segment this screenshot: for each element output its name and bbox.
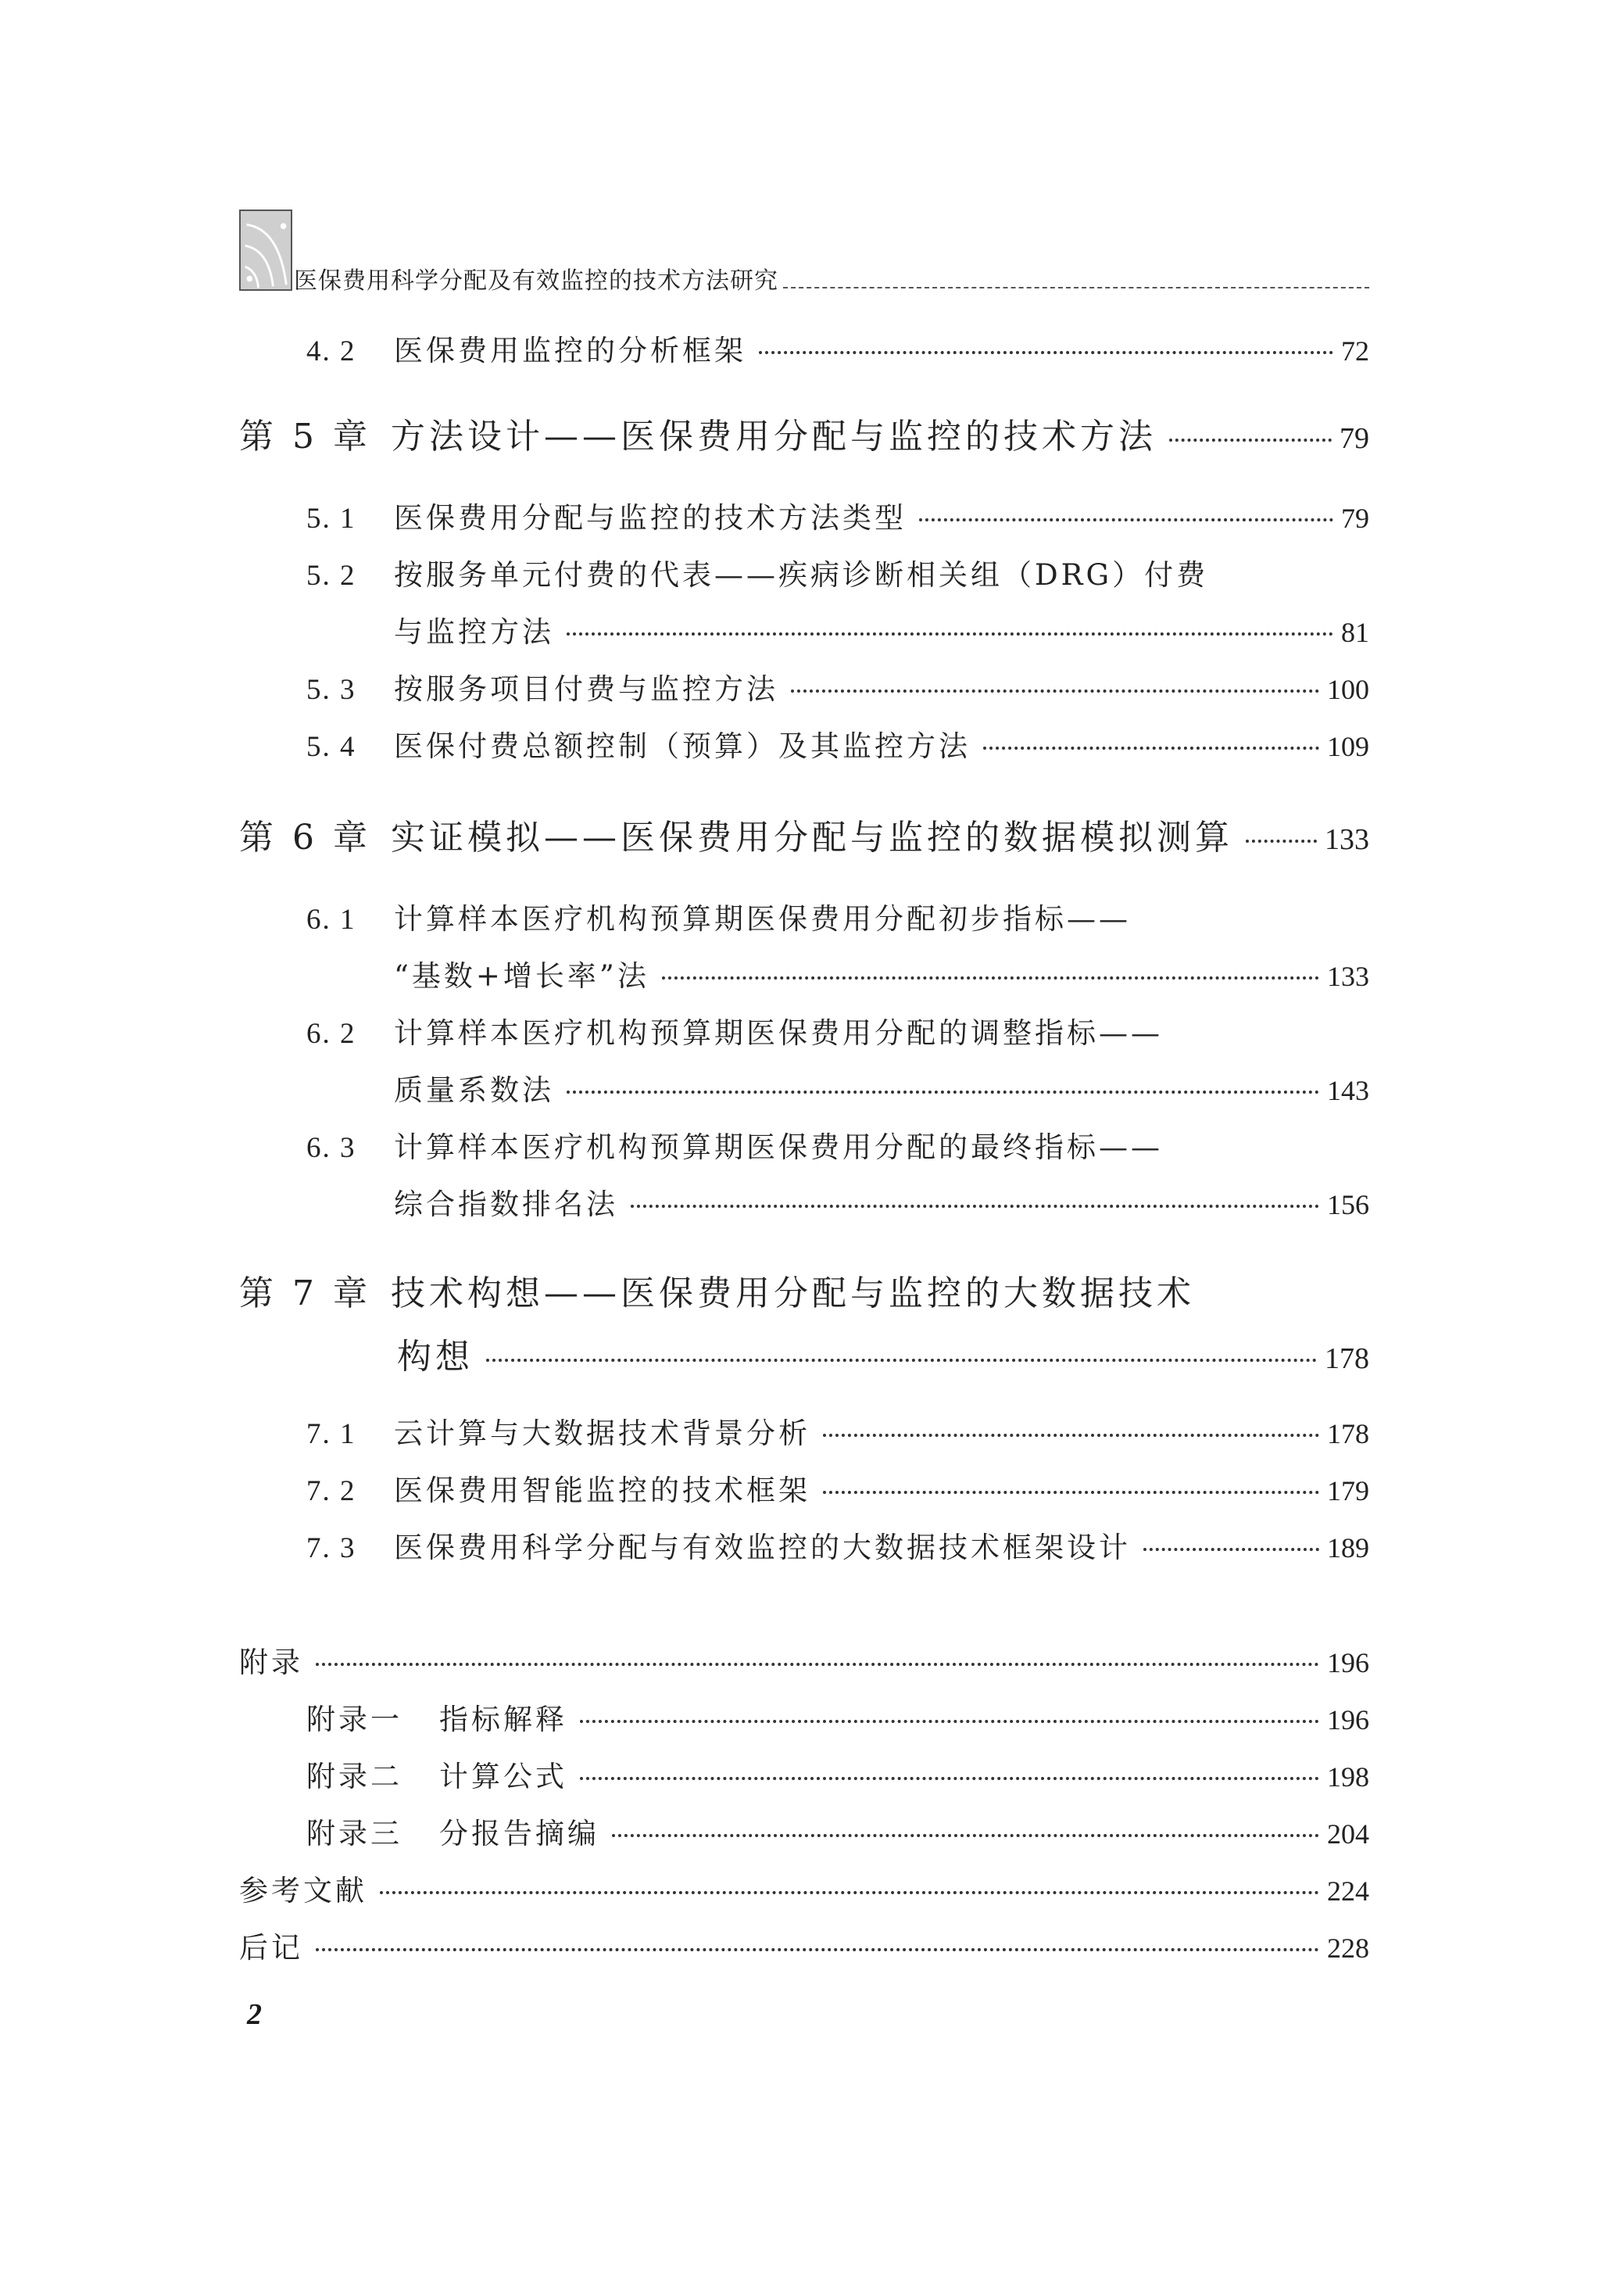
page-number: 72 [1341, 335, 1369, 367]
section-number: 6. 1 [306, 904, 356, 936]
toc-appendix[interactable] [0, 1639, 1369, 1681]
section-title: 按服务项目付费与监控方法 [394, 672, 778, 706]
dot-leader [1169, 439, 1332, 442]
section-title: 医保费用科学分配与有效监控的大数据技术框架设计 [394, 1531, 1131, 1564]
references-title: 参考文献 [239, 1874, 367, 1907]
section-number: 7. 1 [306, 1418, 356, 1450]
appendix-title: 附录 [239, 1646, 303, 1679]
toc-chapter-5[interactable] [0, 408, 1369, 458]
dot-leader [567, 632, 1333, 636]
running-title: 医保费用科学分配及有效监控的技术方法研究 [294, 267, 778, 295]
toc-entry-5-4[interactable] [0, 722, 1369, 765]
section-number: 6. 2 [306, 1018, 356, 1050]
dot-leader [580, 1777, 1319, 1780]
page-number: 196 [1327, 1704, 1369, 1735]
page-number: 81 [1341, 617, 1369, 648]
toc-entry-6-2[interactable] [0, 1009, 1369, 1051]
toc-entry-5-2[interactable] [0, 551, 1369, 593]
appendix-item-title: 分报告摘编 [439, 1817, 599, 1850]
appendix-item-title: 计算公式 [439, 1760, 567, 1793]
toc-entry-6-3[interactable] [0, 1123, 1369, 1166]
dot-leader [823, 1434, 1319, 1437]
page-number: 224 [1327, 1875, 1369, 1907]
dot-leader [612, 1834, 1319, 1837]
page-number: 198 [1327, 1761, 1369, 1793]
dot-leader [759, 351, 1333, 354]
section-number: 6. 3 [306, 1132, 356, 1164]
section-title: 医保费用分配与监控的技术方法类型 [394, 501, 907, 535]
page-number: 133 [1327, 961, 1369, 992]
section-title: 计算样本医疗机构预算期医保费用分配初步指标—— [394, 902, 1131, 936]
section-number: 7. 3 [306, 1532, 356, 1564]
chapter-number: 第 5 章 [239, 417, 371, 457]
page-number: 109 [1327, 731, 1369, 762]
dot-leader [631, 1205, 1319, 1208]
section-title: 医保付费总额控制（预算）及其监控方法 [394, 729, 971, 763]
page-number: 79 [1340, 422, 1369, 455]
page-number: 189 [1327, 1532, 1369, 1564]
page-number: 100 [1327, 674, 1369, 705]
toc-entry-7-1[interactable] [0, 1410, 1369, 1452]
header-logo-icon [239, 210, 292, 291]
chapter-title: 方法设计——医保费用分配与监控的技术方法 [391, 417, 1157, 457]
toc-references[interactable] [0, 1867, 1369, 1909]
section-title-continued: 质量系数法 [394, 1073, 554, 1107]
toc-entry-6-2-continued[interactable] [0, 1066, 1369, 1109]
toc-appendix-1[interactable] [0, 1696, 1369, 1738]
section-title: 云计算与大数据技术背景分析 [394, 1417, 810, 1450]
appendix-number: 附录二 [306, 1760, 402, 1793]
appendix-number: 附录三 [306, 1817, 402, 1850]
dot-leader [919, 518, 1333, 521]
toc-entry-5-3[interactable] [0, 665, 1369, 707]
dot-leader [791, 690, 1319, 693]
section-title-continued: “基数+增长率”法 [394, 959, 649, 993]
toc-entry-4-2[interactable] [0, 327, 1369, 369]
page-number: 133 [1325, 823, 1369, 856]
chapter-title: 技术构想——医保费用分配与监控的大数据技术 [391, 1273, 1195, 1313]
page-number: 179 [1327, 1475, 1369, 1506]
chapter-number: 第 7 章 [239, 1273, 371, 1313]
toc-entry-5-1[interactable] [0, 494, 1369, 536]
toc-chapter-7-continued[interactable] [0, 1328, 1369, 1378]
dot-leader [580, 1720, 1319, 1723]
page-number: 178 [1327, 1418, 1369, 1449]
dot-leader [1246, 840, 1317, 843]
section-title: 医保费用监控的分析框架 [394, 334, 746, 367]
running-header [294, 264, 1369, 296]
toc-chapter-7[interactable] [0, 1265, 1369, 1315]
dot-leader [316, 1663, 1319, 1666]
toc-chapter-6[interactable] [0, 809, 1369, 859]
dot-leader [567, 1091, 1319, 1094]
chapter-title-continued: 构想 [397, 1337, 474, 1377]
chapter-number: 第 6 章 [239, 818, 371, 858]
toc-postscript[interactable] [0, 1924, 1369, 1966]
page-number: 196 [1327, 1647, 1369, 1678]
dot-leader [486, 1359, 1317, 1362]
toc-entry-7-2[interactable] [0, 1467, 1369, 1509]
folio-page-number: 2 [247, 1998, 262, 2031]
section-number: 5. 3 [306, 674, 356, 706]
toc-entry-6-1[interactable] [0, 895, 1369, 937]
dot-leader [316, 1948, 1319, 1951]
dot-leader [1143, 1548, 1319, 1551]
dot-leader [983, 747, 1319, 750]
section-title-continued: 综合指数排名法 [394, 1187, 618, 1221]
page-number: 143 [1327, 1075, 1369, 1106]
dot-leader [662, 976, 1319, 980]
section-title: 计算样本医疗机构预算期医保费用分配的最终指标—— [394, 1130, 1163, 1164]
toc-appendix-2[interactable] [0, 1753, 1369, 1795]
appendix-item-title: 指标解释 [439, 1703, 567, 1736]
toc-appendix-3[interactable] [0, 1810, 1369, 1852]
section-number: 5. 1 [306, 503, 356, 535]
section-title-continued: 与监控方法 [394, 615, 554, 649]
section-number: 5. 4 [306, 731, 356, 763]
toc-entry-7-3[interactable] [0, 1524, 1369, 1566]
page-number: 204 [1327, 1818, 1369, 1850]
postscript-title: 后记 [239, 1931, 303, 1965]
section-number: 4. 2 [306, 335, 356, 367]
section-number: 7. 2 [306, 1475, 356, 1507]
dot-leader [823, 1491, 1319, 1494]
section-title: 医保费用智能监控的技术框架 [394, 1474, 810, 1507]
chapter-title: 实证模拟——医保费用分配与监控的数据模拟测算 [391, 818, 1233, 858]
toc-entry-6-1-continued[interactable] [0, 952, 1369, 994]
appendix-number: 附录一 [306, 1703, 402, 1736]
page-number: 178 [1325, 1342, 1369, 1375]
header-rule [783, 287, 1369, 288]
section-title: 按服务单元付费的代表——疾病诊断相关组（DRG）付费 [394, 558, 1209, 592]
section-title: 计算样本医疗机构预算期医保费用分配的调整指标—— [394, 1016, 1163, 1050]
dot-leader [380, 1891, 1319, 1894]
page-number: 228 [1327, 1932, 1369, 1964]
page-number: 79 [1341, 503, 1369, 534]
section-number: 5. 2 [306, 560, 356, 592]
toc-entry-6-3-continued[interactable] [0, 1180, 1369, 1223]
toc-entry-5-2-continued[interactable] [0, 608, 1369, 650]
page-number: 156 [1327, 1189, 1369, 1220]
